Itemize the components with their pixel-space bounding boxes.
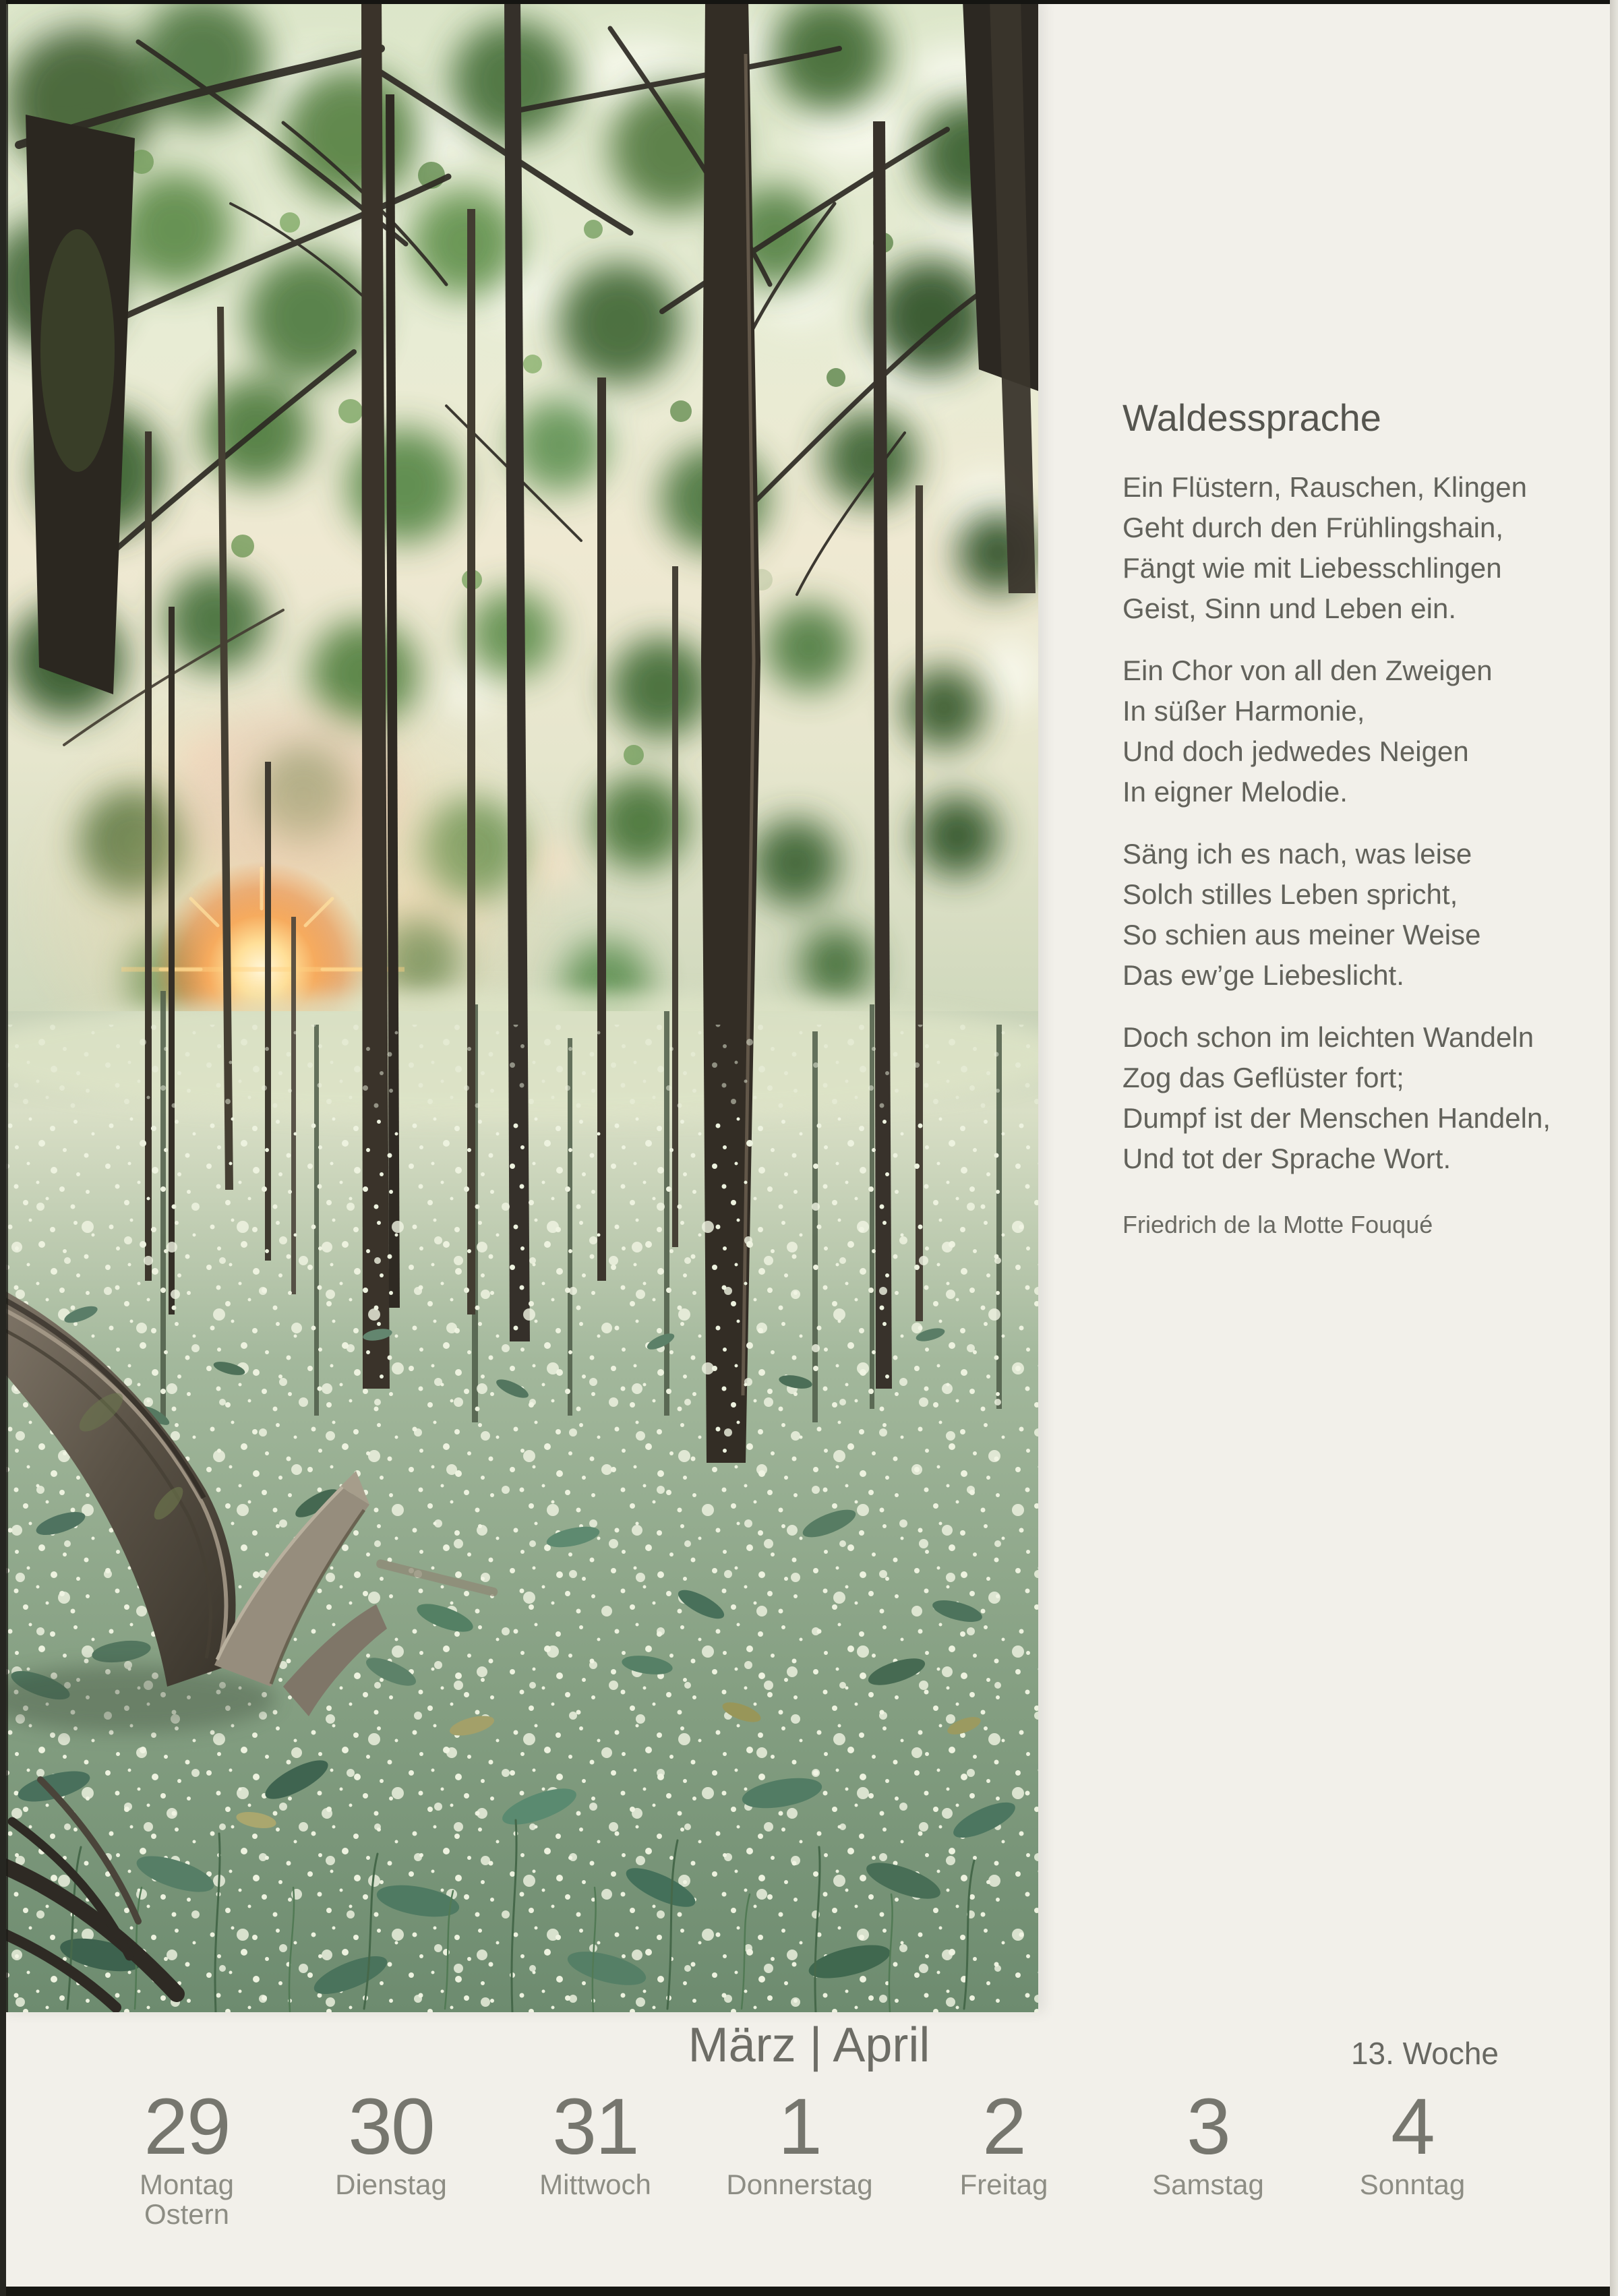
- day-column-dienstag: [289, 2084, 493, 2200]
- poem-line: Doch schon im leichten Wandeln: [1122, 1021, 1534, 1053]
- day-name: Montag Ostern: [139, 2169, 235, 2230]
- poem-line: Geht durch den Frühlingshain,: [1122, 512, 1504, 543]
- poem-author: Friedrich de la Motte Fouqué: [1122, 1211, 1433, 1238]
- day-name: Sonntag: [1359, 2169, 1466, 2200]
- poem-line: Ein Chor von all den Zweigen: [1122, 655, 1493, 686]
- day-name: Freitag: [959, 2169, 1048, 2200]
- day-column-donnerstag: [697, 2084, 902, 2200]
- poem-stanza-2: [1122, 651, 1588, 812]
- day-column-montag: [84, 2084, 289, 2229]
- day-column-sonntag: [1310, 2084, 1515, 2200]
- poem-line: So schien aus meiner Weise: [1122, 919, 1481, 950]
- page-left-edge: [0, 0, 6, 2296]
- poem-line: Geist, Sinn und Leben ein.: [1122, 593, 1457, 624]
- day-name: Mittwoch: [539, 2169, 651, 2200]
- day-name: Donnerstag: [726, 2169, 873, 2200]
- holiday-note: Ostern: [144, 2198, 230, 2230]
- day-number: 29: [144, 2082, 230, 2171]
- poem-line: In eigner Melodie.: [1122, 776, 1348, 808]
- day-number: 3: [1187, 2082, 1230, 2171]
- day-column-mittwoch: [493, 2084, 698, 2200]
- week-label: 13. Woche: [1350, 2036, 1499, 2071]
- day-column-freitag: [901, 2084, 1106, 2200]
- poem-line: Und doch jedwedes Neigen: [1122, 735, 1469, 767]
- poem-stanza-4: [1122, 1017, 1588, 1179]
- poem-block: [1122, 396, 1588, 1240]
- page-top-edge: [0, 0, 1618, 4]
- poem-line: Solch stilles Leben spricht,: [1122, 878, 1458, 910]
- poem-stanza-1: [1122, 467, 1588, 629]
- poem-line: Dumpf ist der Menschen Handeln,: [1122, 1102, 1551, 1134]
- poem-line: Säng ich es nach, was leise: [1122, 838, 1472, 870]
- day-number: 31: [552, 2082, 638, 2171]
- month-title: März | April: [688, 2018, 930, 2072]
- poem-title: Waldessprache: [1122, 396, 1381, 439]
- poem-line: In süßer Harmonie,: [1122, 695, 1365, 727]
- poem-line: Fängt wie mit Liebesschlingen: [1122, 552, 1502, 584]
- day-number: 30: [348, 2082, 434, 2171]
- day-number: 4: [1391, 2082, 1434, 2171]
- poem-stanza-3: [1122, 834, 1588, 996]
- day-name: Dienstag: [335, 2169, 447, 2200]
- poem-line: Und tot der Sprache Wort.: [1122, 1143, 1451, 1174]
- page-bottom-edge: [0, 2287, 1618, 2296]
- poem-line: Ein Flüstern, Rauschen, Klingen: [1122, 471, 1527, 503]
- poem-line: Das ew’ge Liebeslicht.: [1122, 959, 1404, 991]
- page-right-edge: [1610, 0, 1618, 2296]
- day-name: Samstag: [1152, 2169, 1264, 2200]
- day-number: 2: [982, 2082, 1025, 2171]
- day-number: 1: [778, 2082, 821, 2171]
- poem-line: Zog das Geflüster fort;: [1122, 1062, 1404, 1093]
- day-column-samstag: [1106, 2084, 1311, 2200]
